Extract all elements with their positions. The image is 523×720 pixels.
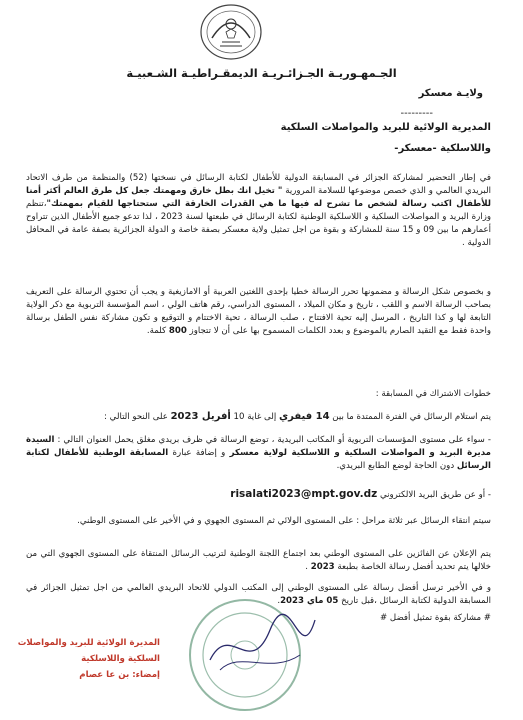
directorate-line2: واللاسلكية -معسكر- — [394, 143, 491, 154]
stamp-line3: إمضاء: بن عا عصام — [79, 670, 160, 680]
stamp-line2: السلكية واللاسلكية — [81, 654, 160, 664]
wilaya-label: ولايـة معسكر — [418, 88, 483, 99]
selection-levels: سيتم انتقاء الرسائل عبر ثلاثة مراحل : على المستوى الولائي ثم المستوى الجهوي و في الأخير على المستوى الوطني. — [77, 516, 491, 526]
republic-title: الجـمهـوريـة الجـزائـريـة الديمقـراطيـة الشـعبيـة — [126, 66, 397, 80]
steps-title: خطوات الاشتراك في المسابقة : — [375, 389, 491, 399]
state-emblem-icon — [198, 2, 264, 62]
separator-dashes: --------- — [400, 108, 433, 119]
stamp-line1: المديرة الولائية للبريد والمواصلات — [17, 638, 160, 648]
director-stamp — [10, 635, 160, 715]
email-line: - أو عن طريق البريد الالكتروني risalati2023@mpt.gov.dz — [230, 488, 491, 500]
signature-icon — [200, 600, 320, 690]
email-address[interactable]: risalati2023@mpt.gov.dz — [230, 488, 378, 500]
intro-paragraph: في إطار التحضير لمشاركة الجزائر في المسابقة الدولية للأطفال لكتابة الرسائل في نسختها (52) والمنظمة من طرف الاتحاد البريدي العالمي و الذي خصص موضوعها للسلامة المرورية " تخيل انك بطل خارق ومهمتك جعل كل طرق العالم أكثر أمنا للأطفال اكتب رسالة لشخص ما تشرح له فيها ما هي القدرات الخارقة التي ستحتاجها للقيام بمهمتك"،تنظم وزارة البريد و المواصلات السلكية و اللاسلكية الوطنية لكتابة الرسائل في طبعتها لسنة 2023 ، لذا تدعو جميع الأطفال الذين تتراوح أعمارهم ما بين 09 و 15 سنة للمشاركة و بقوة من اجل تمثيل ولاية معسكر بصفة خاصة و الدولة الجزائرية بصفة عامة في المحافل الدولية . — [26, 173, 491, 249]
directorate-line1: المديرية الولائية للبريد والمواصلات السلكية — [280, 122, 491, 133]
final-step: و في الأخير ترسل أفضل رسالة على المستوى الوطني إلى المكتب الدولي للاتحاد البريدي العالمي من اجل تمثيل الجزائر في المسابقة الدولية لكتابة الرسائل ،قبل تاريخ 05 ماي 2023. — [26, 583, 491, 607]
hashtag: # مشاركة بقوة تمثيل أفضل # — [380, 613, 491, 623]
winners-announcement: يتم الإعلان عن الفائزين على المستوى الوطني بعد اجتماع اللجنة الوطنية لترتيب الرسائل المنتقاة على المستوى الجهوي التي من خلالها يتم تحديد أفضل رسالة الخاصة بطبعة 2023 . — [26, 549, 491, 573]
mail-instructions: - سواء على مستوى المؤسسات التربوية أو المكاتب البريدية ، توضع الرسالة في ظرف بريدي مغلق يحمل العنوان التالي : السيدة مديرة البريد و المواصلات السلكية و اللاسلكية لولاية معسكر و إضافة عبارة المسابقة الوطنية للأطفال لكتابة الرسائل دون الحاجة لوضع الطابع البريدي. — [26, 435, 491, 472]
receive-period: يتم استلام الرسائل في الفترة الممتدة ما بين 14 فيفري إلى غاية 10 أفريل 2023 على النحو التالي : — [104, 411, 491, 422]
form-paragraph: و بخصوص شكل الرسالة و مضمونها تحرر الرسالة خطيا بإحدى اللغتين العربية أو الامازيغية و يجب أن تحتوي الرسالة على التعريف بصاحب الرسالة الاسم و اللقب ، تاريخ و مكان الميلاد ، المستوى الدراسي، رقم هاتف الولي ، اسم المؤسسة التربوية مع ذكر الولاية التابعة لها و كذا التاريخ ، المرسل إليه تحية الافتتاح ، صلب الرسالة ، تحية الاختتام و التوقيع و تكون مشاركة نفس الطفل برسالة واحدة فقط مع التقيد الصارم بالموضوع و بعدد الكلمات المسموح بها على أن لا تتجاوز 800 كلمة. — [26, 287, 491, 337]
